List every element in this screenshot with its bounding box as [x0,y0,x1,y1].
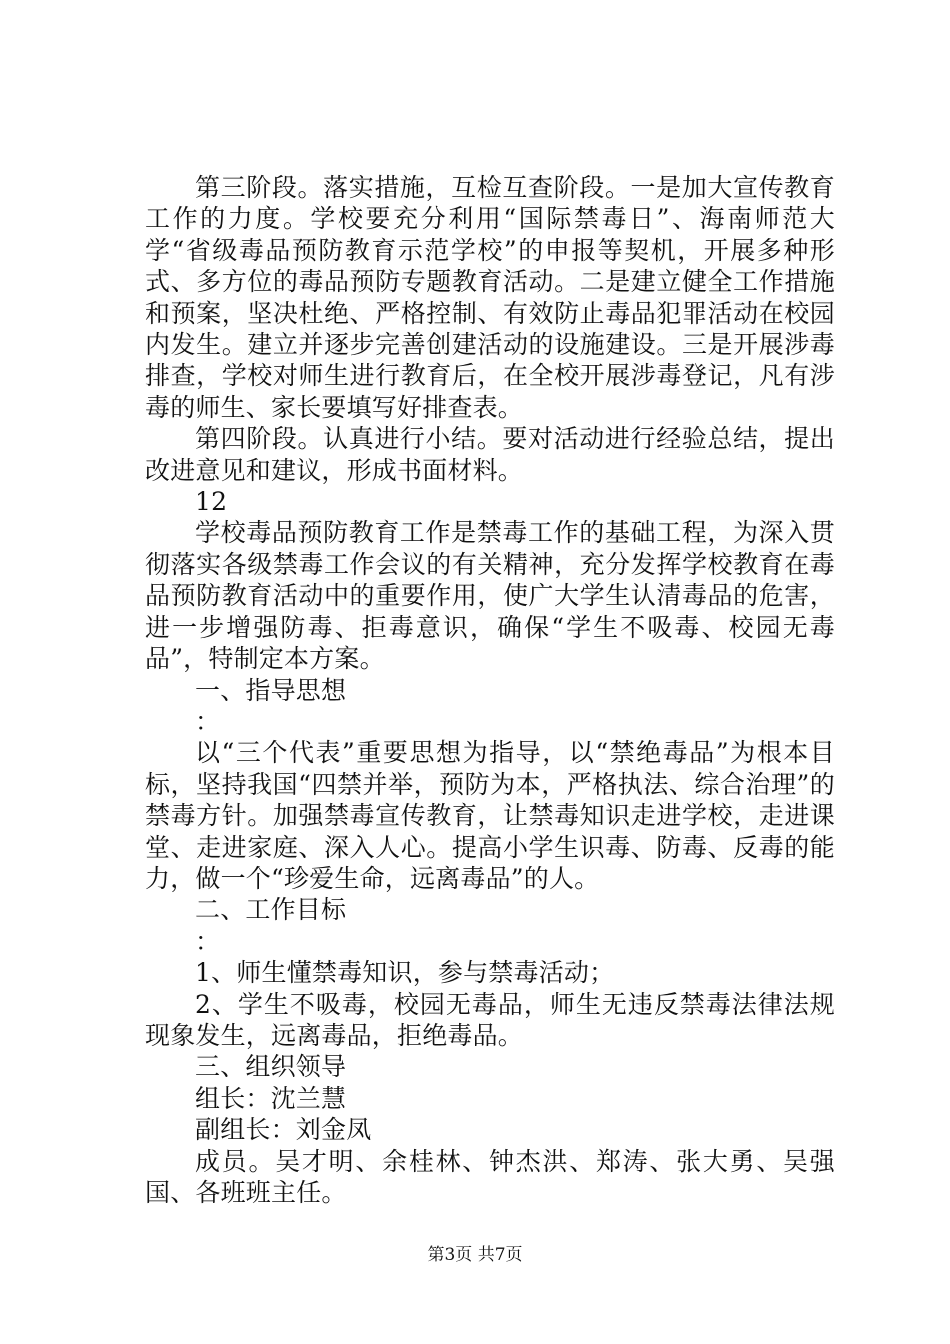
paragraph-number: 12 [195,487,228,517]
paragraph-guiding-thought: 以“三个代表”重要思想为指导，以“禁绝毒品”为根本目标，坚持我国“四禁并举，预防为本，严格执法、综合治理”的禁毒方针。加强禁毒宣传教育，让禁毒知识走进学校，走进课堂、走进家庭、深入人心。提高小学生识毒、防毒、反毒的能力，做一个“珍爱生命，远离毒品”的人。 [145,738,835,893]
deputy-leader-line: 副组长：刘金凤 [195,1115,372,1145]
paragraph-intro: 学校毒品预防教育工作是禁毒工作的基础工程，为深入贯彻落实各级禁毒工作会议的有关精神，充分发挥学校教育在毒品预防教育活动中的重要作用，使广大学生认清毒品的危害，进一步增强防毒、拒毒意识，确保“学生不吸毒、校园无毒品”，特制定本方案。 [145,518,835,674]
goal-item-1: 1、师生懂禁毒知识，参与禁毒活动； [195,958,615,988]
leader-line: 组长：沈兰慧 [195,1083,347,1113]
page-footer: 第3页 共7页 [427,1245,523,1265]
members-line: 成员。吴才明、余桂林、钟杰洪、郑涛、张大勇、吴强国、各班班主任。 [145,1146,835,1207]
colon-line: ： [195,706,221,736]
heading-work-goals: 二、工作目标 [195,895,347,925]
heading-guiding-thought: 一、指导思想 [195,675,347,705]
heading-organization: 三、组织领导 [195,1052,347,1082]
paragraph-stage-four: 第四阶段。认真进行小结。要对活动进行经验总结，提出改进意见和建议，形成书面材料。 [145,424,835,485]
goal-item-2: 2、学生不吸毒，校园无毒品，师生无违反禁毒法律法规现象发生，远离毒品，拒绝毒品。 [145,989,835,1050]
document-body [145,172,835,1208]
paragraph-stage-three: 第三阶段。落实措施，互检互查阶段。一是加大宣传教育工作的力度。学校要充分利用“国际禁毒日”、海南师范大学“省级毒品预防教育示范学校”的申报等契机，开展多种形式、多方位的毒品预防专题教育活动。二是建立健全工作措施和预案，坚决杜绝、严格控制、有效防止毒品犯罪活动在校园内发生。建立并逐步完善创建活动的设施建设。三是开展涉毒排查，学校对师生进行教育后，在全校开展涉毒登记，凡有涉毒的师生、家长要填写好排查表。 [145,173,835,422]
colon-line: ： [195,926,221,956]
